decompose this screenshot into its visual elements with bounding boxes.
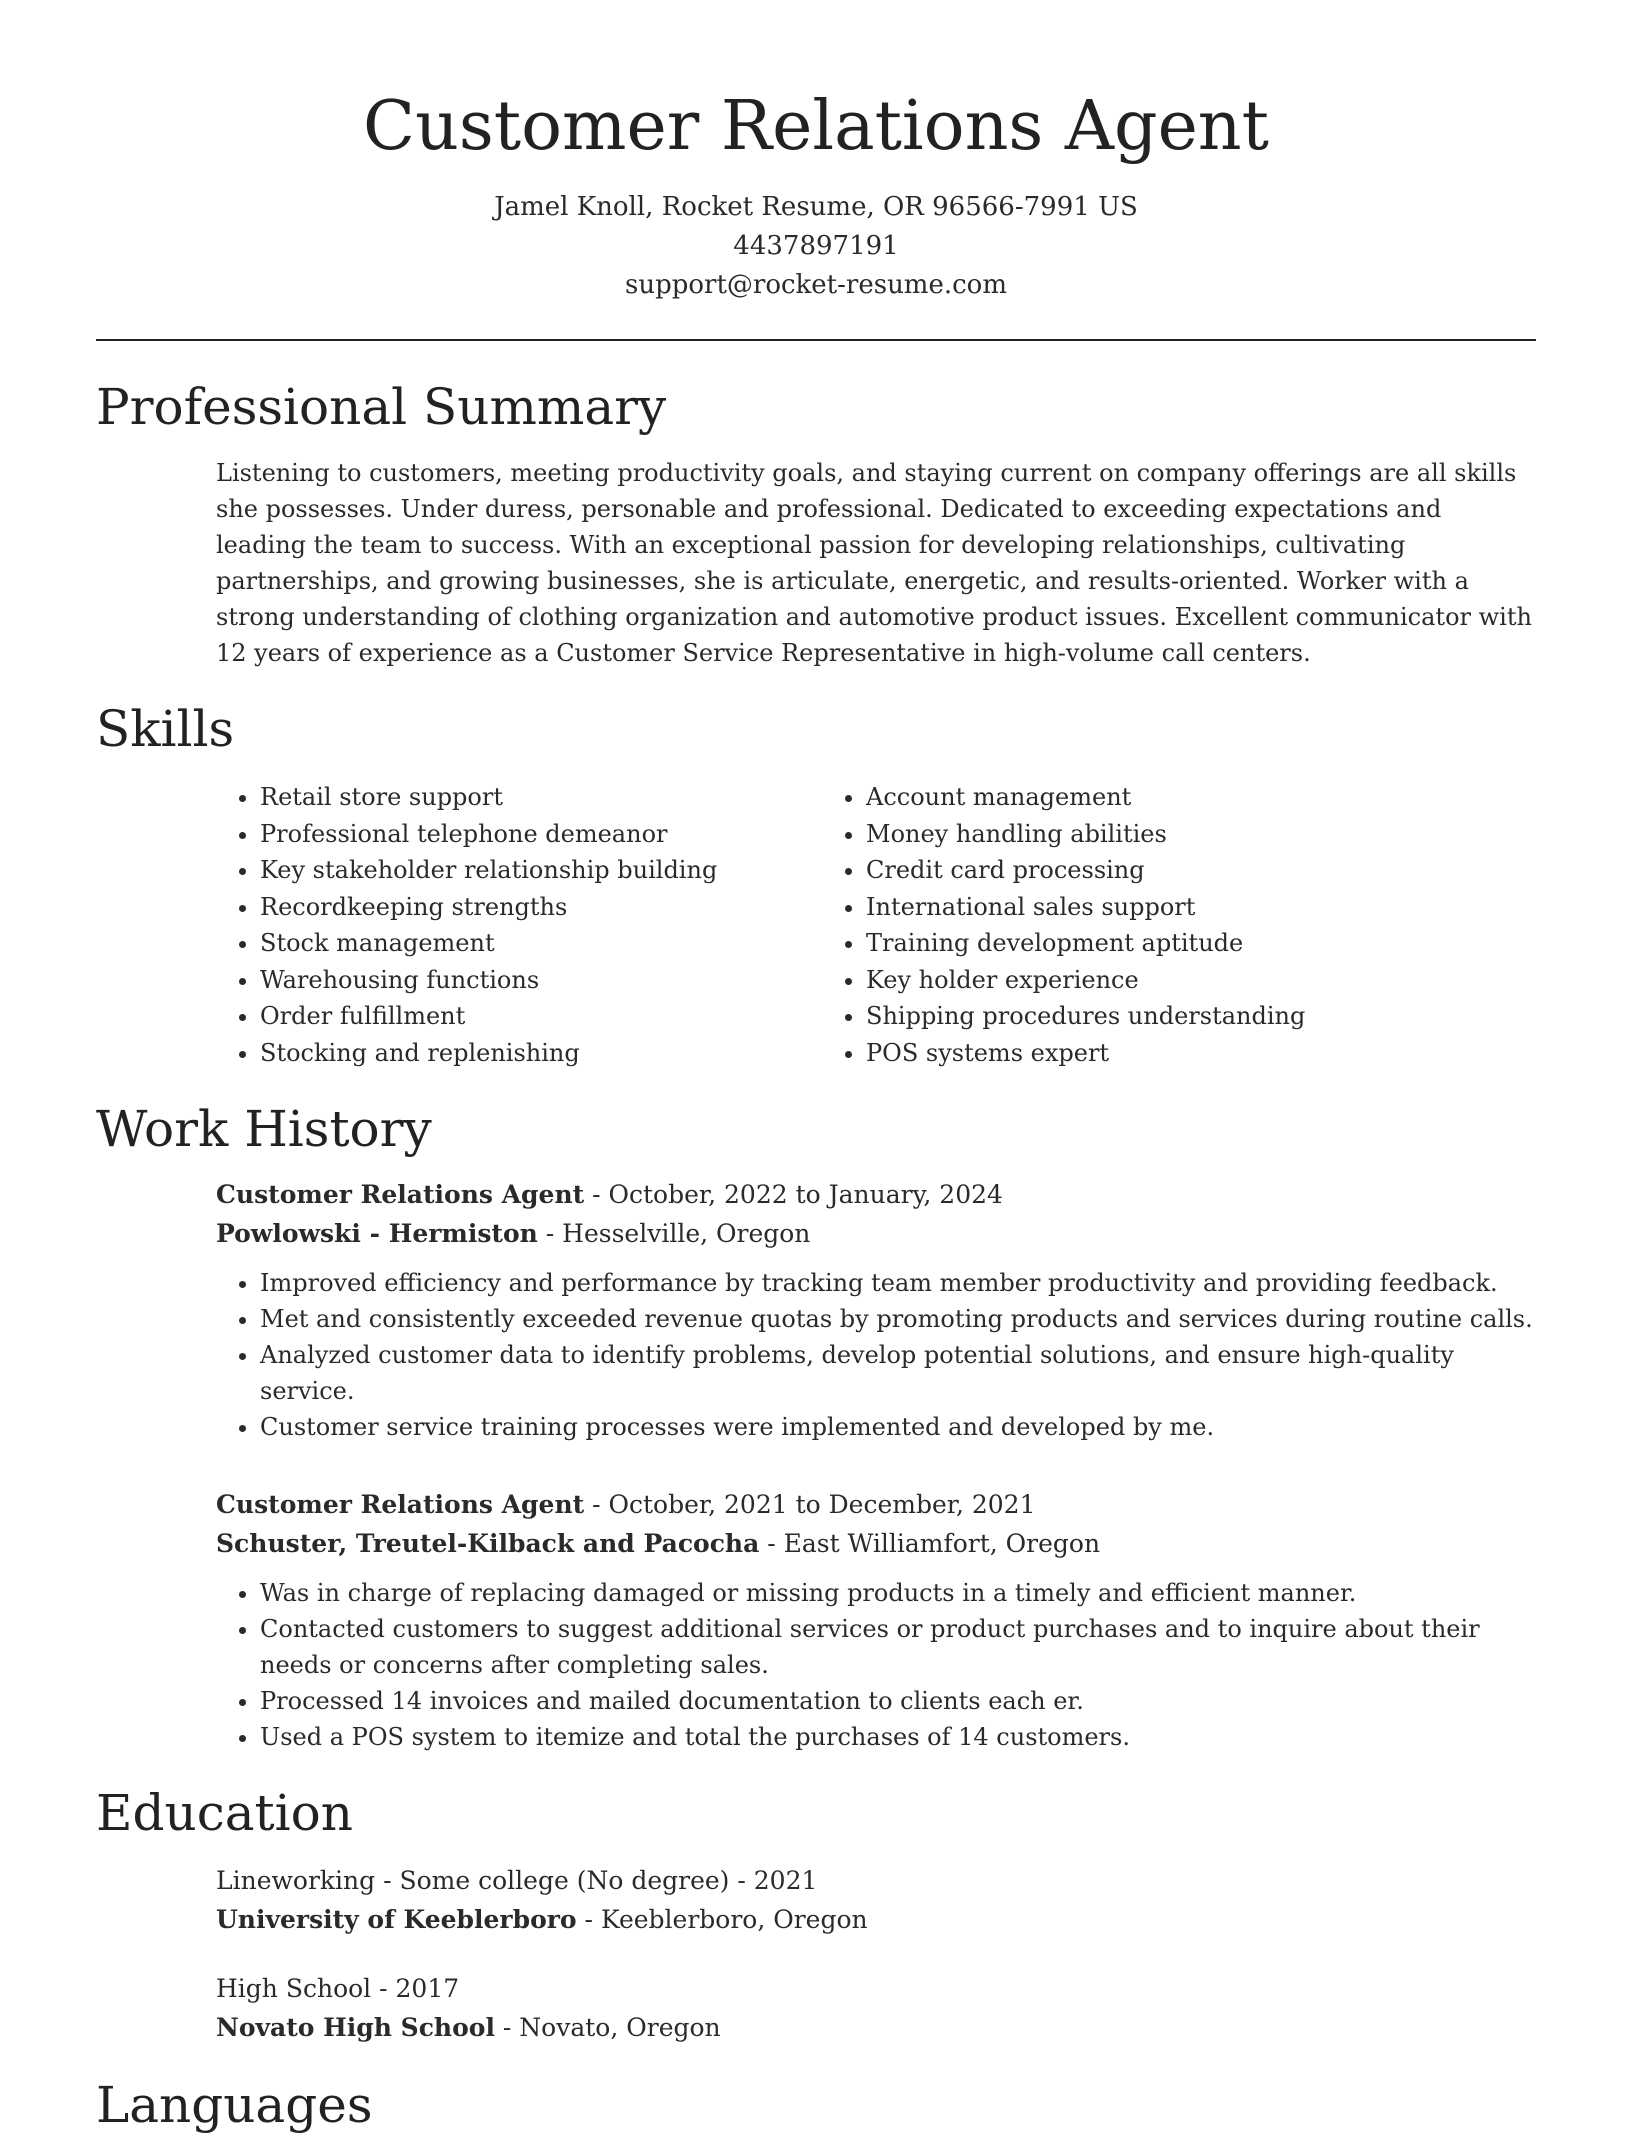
job-location: - Hesselville, Oregon — [537, 1219, 811, 1248]
education-section — [96, 1781, 1536, 2047]
skill-item: • International sales support — [866, 889, 1428, 926]
education-location: - Keeblerboro, Oregon — [576, 1905, 868, 1934]
job-role: Customer Relations Agent — [216, 1180, 585, 1209]
job-company: Powlowski - Hermiston — [216, 1219, 538, 1248]
job-entry — [96, 1175, 1536, 1445]
skill-item: • Retail store support — [260, 779, 822, 816]
education-location: - Novato, Oregon — [494, 2013, 721, 2042]
skill-item: • Key stakeholder relationship building — [260, 852, 822, 889]
job-company-line — [216, 1524, 1536, 1563]
job-company: Schuster, Treutel-Kilback and Pacocha — [216, 1529, 760, 1558]
job-title-line — [216, 1485, 1536, 1524]
section-title-skills: Skills — [96, 700, 235, 758]
job-company-line — [216, 1214, 1536, 1253]
skill-item: • Recordkeeping strengths — [260, 889, 822, 926]
job-bullet: • Contacted customers to suggest additional services or product purchases and to inquire about their needs or concerns after completing sales. — [260, 1611, 1536, 1683]
job-bullet: • Improved efficiency and performance by tracking team member productivity and providing feedback. — [260, 1265, 1536, 1301]
education-degree: High School - 2017 — [216, 1974, 460, 2003]
job-bullet: • Used a POS system to itemize and total the purchases of 14 customers. — [260, 1719, 1536, 1755]
languages-section — [96, 2073, 1536, 2137]
skill-item: • Order fulfillment — [260, 998, 822, 1035]
section-title-education: Education — [96, 1784, 353, 1842]
skill-item: • POS systems expert — [866, 1035, 1428, 1072]
job-bullets — [216, 1265, 1536, 1445]
job-role: Customer Relations Agent — [216, 1490, 585, 1519]
job-dates: - October, 2021 to December, 2021 — [584, 1490, 1036, 1519]
skill-item: • Key holder experience — [866, 962, 1428, 999]
skills-list-left — [216, 779, 822, 1071]
education-entry — [96, 1861, 1536, 1939]
section-title-languages: Languages — [96, 2076, 373, 2134]
summary-text: Listening to customers, meeting productivity goals, and staying current on company offerings are all skills she possesses. Under duress, personable and professional. Dedicated to exceeding expectations and leading the team to success. With an exceptional passion for developing relationships, cultivating partnerships, and growing businesses, she is articulate, energetic, and results-oriented. Worker with a strong understanding of clothing organization and automotive product issues. Excellent communicator with 12 years of experience as a Customer Service Representative in high-volume call centers. — [216, 459, 1532, 667]
section-title-summary: Professional Summary — [96, 378, 667, 436]
skill-item: • Shipping procedures understanding — [866, 998, 1428, 1035]
job-bullets — [216, 1575, 1536, 1755]
resume-name: Customer Relations Agent — [363, 87, 1269, 166]
skill-item: • Account management — [866, 779, 1428, 816]
skill-item: • Credit card processing — [866, 852, 1428, 889]
skill-item: • Training development aptitude — [866, 925, 1428, 962]
skill-item: • Professional telephone demeanor — [260, 816, 822, 853]
job-bullet: • Was in charge of replacing damaged or missing products in a timely and efficient manner. — [260, 1575, 1536, 1611]
education-entry — [96, 1969, 1536, 2047]
education-school-line — [216, 1900, 1536, 1939]
education-school: Novato High School — [216, 2013, 495, 2042]
section-title-work-history: Work History — [96, 1100, 432, 1158]
job-location: - East Williamfort, Oregon — [759, 1529, 1101, 1558]
education-school: University of Keeblerboro — [216, 1905, 577, 1934]
skill-item: • Warehousing functions — [260, 962, 822, 999]
skill-item: • Stocking and replenishing — [260, 1035, 822, 1072]
contact-email: support@rocket-resume.com — [624, 270, 1007, 300]
job-dates: - October, 2022 to January, 2024 — [584, 1180, 1003, 1209]
education-school-line — [216, 2008, 1536, 2047]
job-title-line — [216, 1175, 1536, 1214]
skills-list-right — [822, 779, 1428, 1071]
education-degree: Lineworking - Some college (No degree) - 2021 — [216, 1866, 818, 1895]
job-entry — [96, 1485, 1536, 1755]
job-bullet: • Met and consistently exceeded revenue quotas by promoting products and services during routine calls. — [260, 1301, 1536, 1337]
contact-address: Jamel Knoll, Rocket Resume, OR 96566-7991 US — [494, 192, 1138, 222]
resume-header — [96, 0, 1536, 305]
job-bullet: • Analyzed customer data to identify problems, develop potential solutions, and ensure high-quality service. — [260, 1337, 1536, 1409]
job-bullet: • Processed 14 invoices and mailed documentation to clients each er. — [260, 1683, 1536, 1719]
skills-grid — [96, 779, 1536, 1071]
header-divider — [96, 339, 1536, 341]
skills-section — [96, 697, 1536, 1071]
skill-item: • Stock management — [260, 925, 822, 962]
contact-phone: 4437897191 — [733, 231, 899, 261]
job-bullet: • Customer service training processes were implemented and developed by me. — [260, 1409, 1536, 1445]
skill-item: • Money handling abilities — [866, 816, 1428, 853]
work-history-section — [96, 1097, 1536, 1755]
professional-summary-section — [96, 375, 1536, 671]
